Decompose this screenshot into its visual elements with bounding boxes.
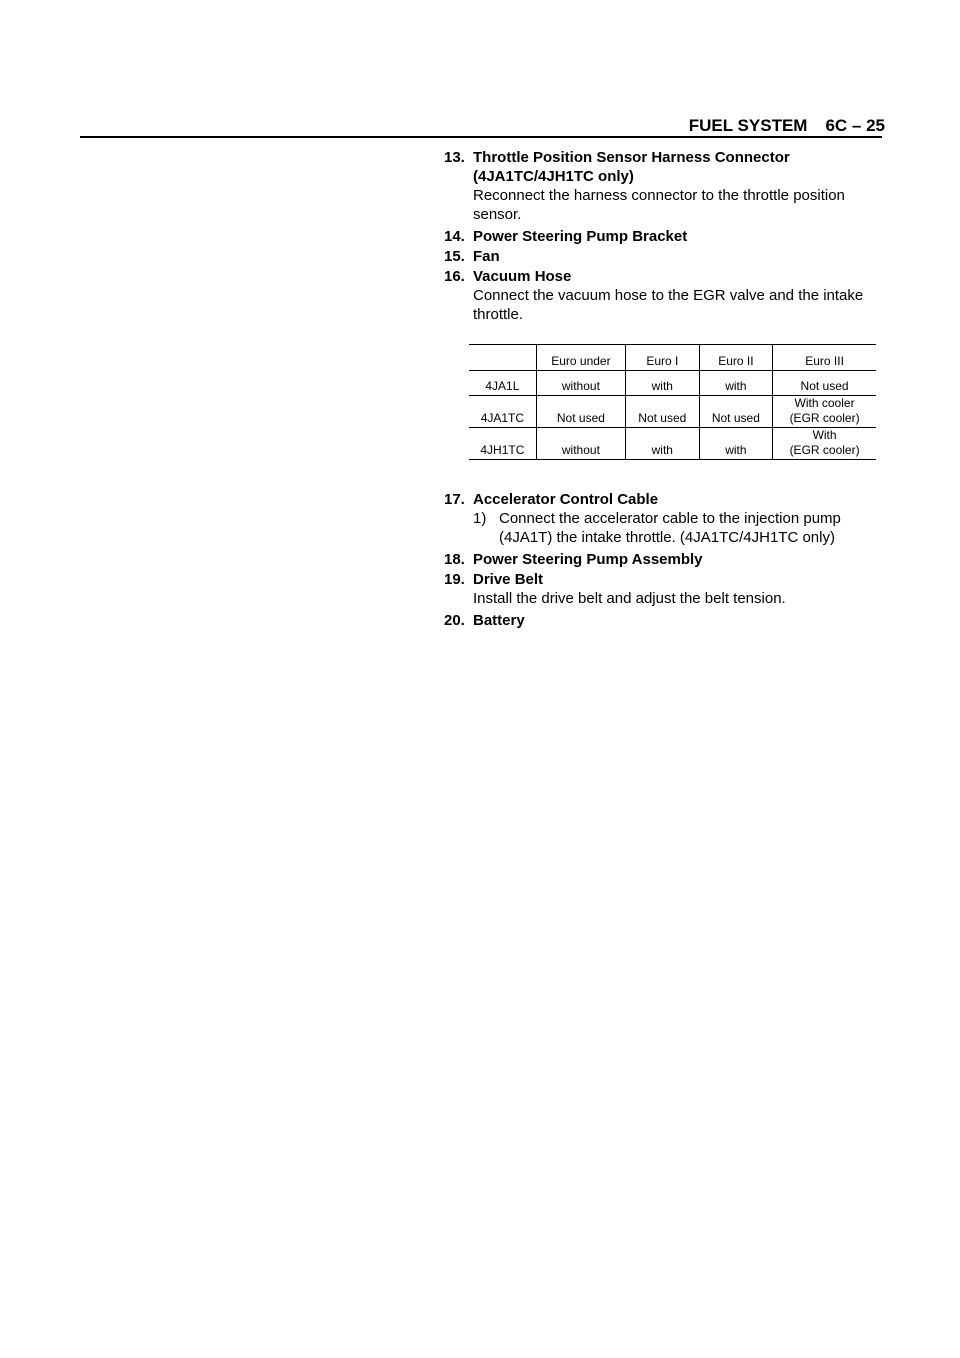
egr-spec-table (469, 344, 876, 460)
sub-step (473, 509, 884, 547)
step-19 (444, 570, 884, 608)
step-15 (444, 247, 884, 266)
step-13 (444, 148, 884, 224)
table-cell: with (699, 428, 773, 460)
table-cell-line: With cooler (794, 396, 855, 410)
table-cell: without (536, 428, 625, 460)
upper-steps (444, 148, 884, 325)
step-description: Connect the vacuum hose to the EGR valve and the intake throttle. (473, 287, 864, 323)
sub-step-text: Connect the accelerator cable to the injection pump (4JA1T) the intake throttle. (4JA1TC/4JH1TC only) (499, 510, 841, 546)
table-cell-line: (EGR cooler) (789, 411, 860, 425)
step-20 (444, 611, 884, 630)
step-number: 14. (444, 228, 465, 245)
table-cell: 4JA1TC (469, 396, 536, 428)
table-cell: without (536, 371, 625, 396)
step-18 (444, 550, 884, 569)
table-header-cell (469, 345, 536, 371)
step-number: 18. (444, 551, 465, 568)
table-header-cell: Euro under (536, 345, 625, 371)
table-header-row (469, 345, 876, 371)
table-header-cell: Euro I (626, 345, 700, 371)
table-header-cell: Euro II (699, 345, 773, 371)
step-number: 15. (444, 248, 465, 265)
step-title: Fan (473, 248, 500, 265)
section-title: FUEL SYSTEM (688, 116, 808, 135)
step-number: 19. (444, 571, 465, 588)
table-cell: Not used (699, 396, 773, 428)
page-header (640, 116, 885, 136)
table-cell: with (626, 428, 700, 460)
table-cell: Not used (773, 371, 876, 396)
step-14 (444, 227, 884, 246)
step-number: 17. (444, 491, 465, 508)
step-title: Battery (473, 612, 525, 629)
table-cell-line: (EGR cooler) (789, 443, 860, 457)
table-cell: with (699, 371, 773, 396)
step-title: Accelerator Control Cable (473, 491, 659, 508)
step-title-qualifier: (4JA1TC/4JH1TC only) (473, 168, 634, 185)
step-number: 13. (444, 149, 465, 166)
table-row (469, 396, 876, 428)
page-number: 6C – 25 (825, 116, 885, 135)
table-row (469, 428, 876, 460)
table-cell-line: With (812, 428, 837, 442)
table-cell: 4JA1L (469, 371, 536, 396)
step-title: Throttle Position Sensor Harness Connector (473, 149, 790, 166)
table-header-cell: Euro III (773, 345, 876, 371)
lower-steps (444, 490, 884, 631)
table-cell (773, 428, 876, 460)
header-rule (80, 136, 882, 138)
step-17 (444, 490, 884, 547)
step-number: 20. (444, 612, 465, 629)
step-title: Drive Belt (473, 571, 544, 588)
step-number: 16. (444, 268, 465, 285)
table-cell: 4JH1TC (469, 428, 536, 460)
sub-step-number: 1) (473, 510, 487, 527)
table-cell: Not used (626, 396, 700, 428)
table-cell (773, 396, 876, 428)
step-title: Power Steering Pump Assembly (473, 551, 703, 568)
table-cell: with (626, 371, 700, 396)
step-16 (444, 267, 884, 324)
table-row (469, 371, 876, 396)
step-title: Vacuum Hose (473, 268, 572, 285)
step-description: Reconnect the harness connector to the throttle position sensor. (473, 187, 845, 223)
step-description: Install the drive belt and adjust the belt tension. (473, 590, 786, 607)
step-title: Power Steering Pump Bracket (473, 228, 688, 245)
table-cell: Not used (536, 396, 625, 428)
